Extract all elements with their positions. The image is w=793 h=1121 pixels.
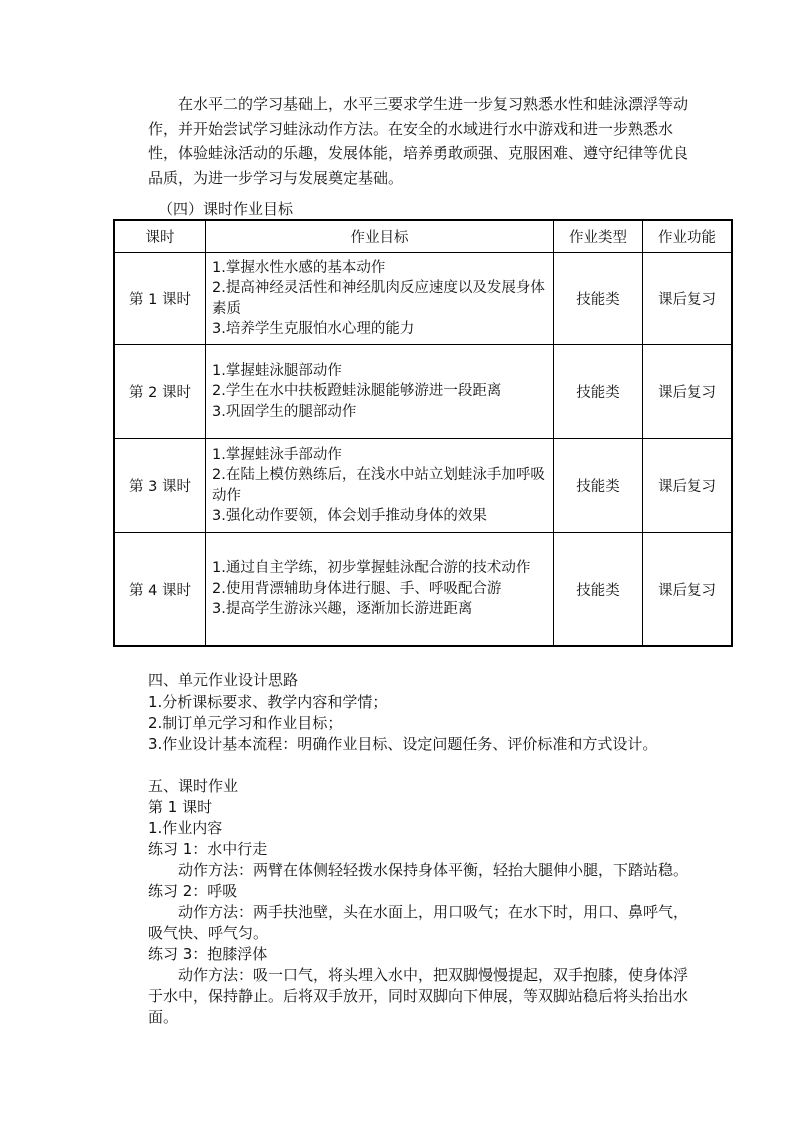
type-cell: 技能类	[554, 533, 643, 647]
goal-item: 2.提高神经灵活性和神经肌肉反应速度以及发展身体素质	[212, 280, 545, 317]
header-lesson: 课时	[114, 220, 206, 253]
content-title: 1.作业内容	[148, 819, 223, 837]
table-title: （四）课时作业目标	[158, 200, 294, 218]
exercise-name: 练习 1：水中行走	[148, 840, 268, 858]
goal-item: 2.使用背漂辅助身体进行腿、手、呼吸配合游	[212, 580, 502, 597]
lesson-cell: 第 3 课时	[114, 439, 206, 533]
function-cell: 课后复习	[643, 345, 733, 439]
exercise-method: 动作方法：两手扶池壁，头在水面上，用口吸气；在水下时，用口、鼻呼气，吸气快、呼气匀。	[148, 903, 689, 942]
goals-cell	[206, 253, 554, 345]
goal-item: 3.巩固学生的腿部动作	[212, 403, 357, 420]
lesson-cell: 第 1 课时	[114, 253, 206, 345]
intro-paragraph: 在水平二的学习基础上，水平三要求学生进一步复习熟悉水性和蛙泳漂浮等动作，并开始尝试学习蛙泳动作方法。在安全的水域进行水中游戏和进一步熟悉水性，体验蛙泳活动的乐趣，发展体能，培养勇敢顽强、克服困难、遵守纪律等优良品质，为进一步学习与发展奠定基础。	[148, 95, 689, 187]
goals-cell	[206, 345, 554, 439]
header-goal: 作业目标	[206, 220, 554, 253]
type-cell: 技能类	[554, 345, 643, 439]
section5-lesson: 第 1 课时	[148, 798, 213, 816]
goals-cell	[206, 533, 554, 647]
goals-cell	[206, 439, 554, 533]
goal-item: 1.掌握蛙泳腿部动作	[212, 362, 342, 379]
header-type: 作业类型	[554, 220, 643, 253]
section4-item: 1.分析课标要求、教学内容和学情；	[148, 693, 388, 711]
exercise-method: 动作方法：两臂在体侧轻轻拨水保持身体平衡，轻抬大腿伸小腿，下踏站稳。	[178, 861, 689, 879]
header-function: 作业功能	[643, 220, 733, 253]
function-cell: 课后复习	[643, 533, 733, 647]
section4-item: 3.作业设计基本流程：明确作业目标、设定问题任务、评价标准和方式设计。	[148, 735, 658, 753]
goal-item: 2.学生在水中扶板蹬蛙泳腿能够游进一段距离	[212, 383, 502, 400]
type-cell: 技能类	[554, 253, 643, 345]
goal-item: 3.提高学生游泳兴趣，逐渐加长游进距离	[212, 601, 473, 618]
goal-item: 1.通过自主学练，初步掌握蛙泳配合游的技术动作	[212, 560, 531, 577]
goal-item: 1.掌握蛙泳手部动作	[212, 446, 342, 463]
table-row	[114, 439, 732, 533]
table-header-row	[114, 220, 732, 253]
goal-item: 2.在陆上模仿熟练后，在浅水中站立划蛙泳手加呼吸动作	[212, 467, 545, 504]
function-cell: 课后复习	[643, 439, 733, 533]
homework-goals-table	[113, 219, 733, 647]
goal-item: 3.强化动作要领，体会划手推动身体的效果	[212, 508, 487, 524]
section4-title: 四、单元作业设计思路	[148, 671, 299, 689]
table-row	[114, 533, 732, 647]
exercise-name: 练习 3：抱膝浮体	[148, 945, 268, 963]
lesson-cell: 第 4 课时	[114, 533, 206, 647]
exercise-method: 动作方法：吸一口气，将头埋入水中，把双脚慢慢提起，双手抱膝，使身体浮于水中，保持静止。后将双手放开，同时双脚向下伸展，等双脚站稳后将头抬出水面。	[148, 966, 689, 1026]
exercise-name: 练习 2：呼吸	[148, 882, 238, 900]
goal-item: 1.掌握水性水感的基本动作	[212, 259, 386, 276]
goal-item: 3.培养学生克服怕水心理的能力	[212, 321, 415, 337]
section5-title: 五、课时作业	[148, 777, 239, 795]
function-cell: 课后复习	[643, 253, 733, 345]
table-row	[114, 345, 732, 439]
type-cell: 技能类	[554, 439, 643, 533]
table-row	[114, 253, 732, 345]
lesson-cell: 第 2 课时	[114, 345, 206, 439]
section4-item: 2.制订单元学习和作业目标；	[148, 714, 343, 732]
